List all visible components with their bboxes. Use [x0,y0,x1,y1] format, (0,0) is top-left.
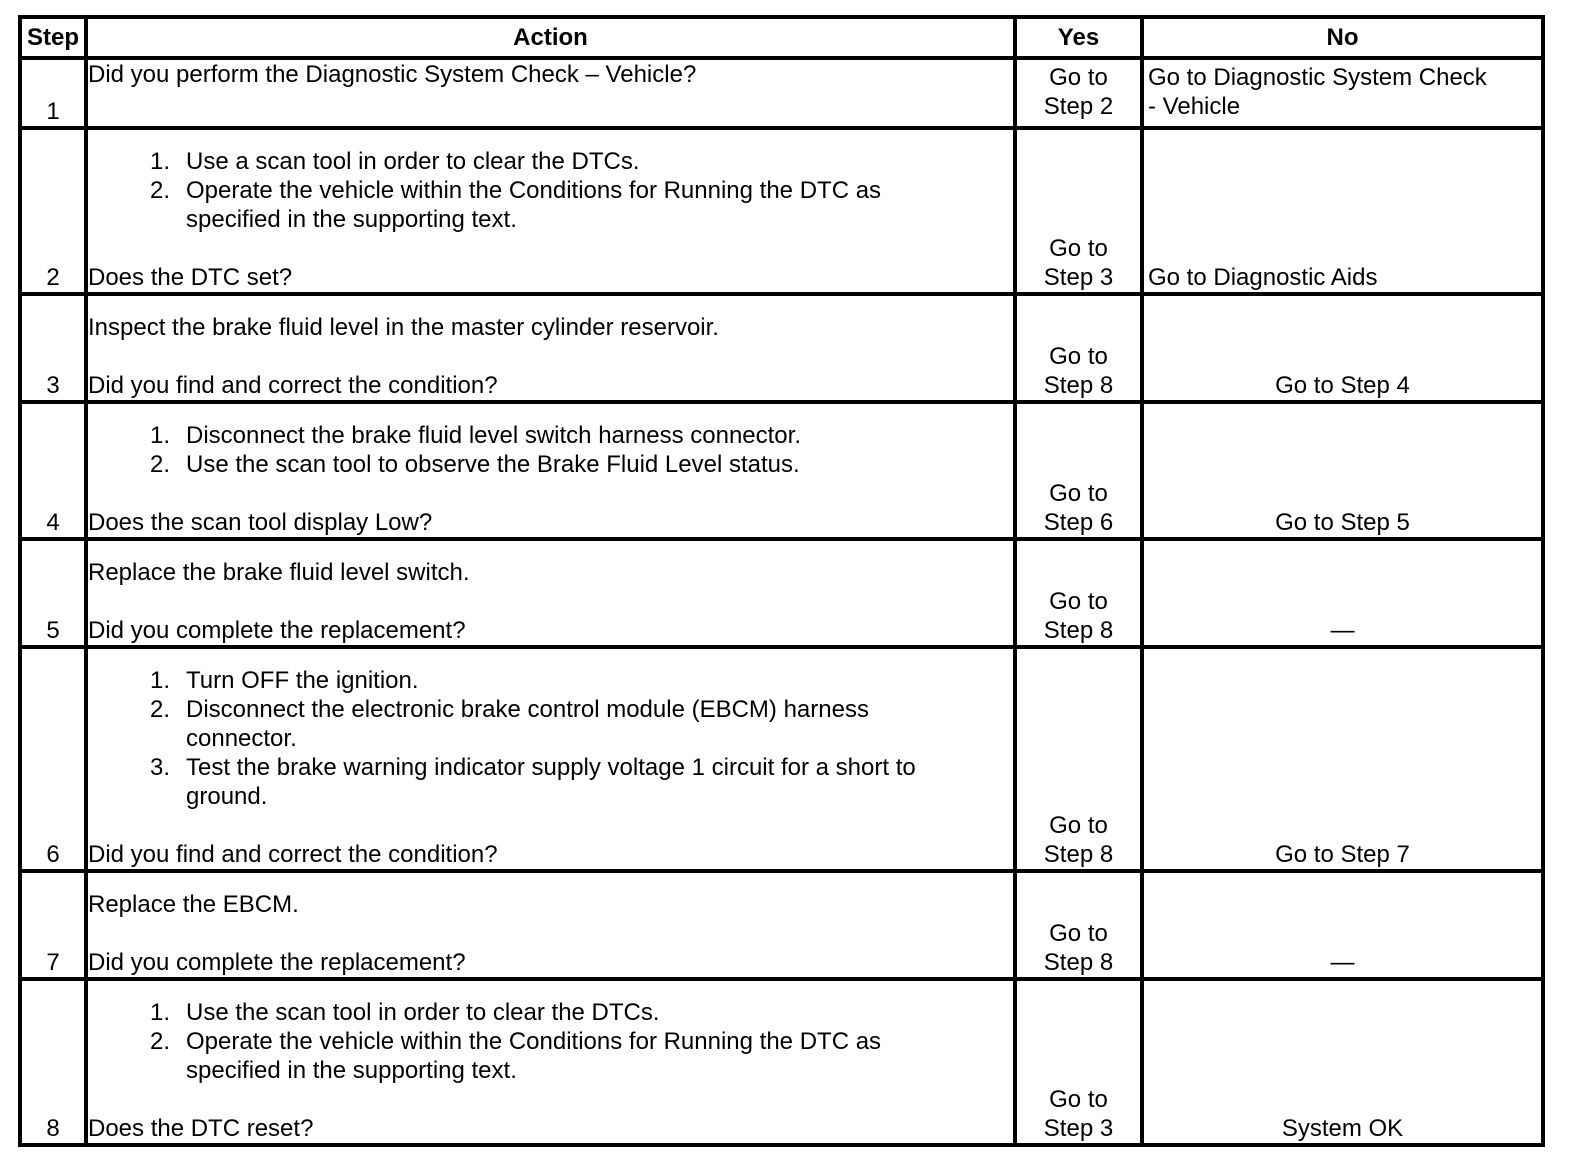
question-text: Did you find and correct the condition? [88,372,498,399]
list-number: 1. [150,999,171,1026]
table-row [20,539,1543,647]
list-item [88,450,1013,479]
step-number: 2 [20,128,86,294]
no-cell: — [1142,539,1543,647]
header-action: Action [86,17,1015,58]
yes-step: Step 8 [1043,372,1114,399]
action-cell [86,58,1015,128]
action-text: Replace the brake fluid level switch. [88,559,470,586]
list-number: 2. [150,1028,171,1055]
question-text: Did you complete the replacement? [88,949,466,976]
list-text: Disconnect the electronic brake control module (EBCM) harness connector. [186,696,869,752]
list-text: Turn OFF the ignition. [186,667,419,694]
list-number: 2. [150,451,171,478]
list-item [88,753,1013,811]
action-cell [86,539,1015,647]
list-number: 2. [150,177,171,204]
yes-cell [1015,647,1142,871]
list-text: Use the scan tool in order to clear the DTCs. [186,999,660,1026]
yes-go-to: Go to [1049,343,1108,370]
list-text: Operate the vehicle within the Conditions for Running the DTC as specified in the supporting text. [186,1028,882,1084]
list-number: 1. [150,422,171,449]
table-row [20,402,1543,539]
yes-step: Step 6 [1043,509,1114,536]
no-cell [1142,58,1543,128]
action-text: Did you perform the Diagnostic System Check – Vehicle? [88,61,697,88]
header-no: No [1142,17,1543,58]
list-item [88,176,1013,234]
step-number: 7 [20,871,86,979]
list-text: Operate the vehicle within the Conditions for Running the DTC as specified in the supporting text. [186,177,882,233]
header-step: Step [20,17,86,58]
header-yes: Yes [1015,17,1142,58]
yes-cell [1015,979,1142,1145]
list-item [88,666,1013,695]
yes-step: Step 8 [1043,841,1114,868]
procedure-list [88,147,1013,234]
yes-step: Step 3 [1043,264,1114,291]
no-cell: Go to Step 4 [1142,294,1543,402]
yes-cell [1015,58,1142,128]
question-text: Does the DTC set? [88,264,293,291]
yes-step: Step 3 [1043,1115,1114,1142]
action-cell [86,647,1015,871]
diagnostic-table [18,15,1545,1147]
step-number: 6 [20,647,86,871]
yes-cell [1015,294,1142,402]
question-text: Does the DTC reset? [88,1115,314,1142]
step-number: 3 [20,294,86,402]
list-item [88,147,1013,176]
yes-cell [1015,128,1142,294]
yes-go-to: Go to [1049,235,1108,262]
list-text: Use a scan tool in order to clear the DTCs. [186,148,640,175]
yes-cell [1015,402,1142,539]
yes-go-to: Go to [1049,1086,1108,1113]
yes-go-to: Go to [1049,920,1108,947]
header-row [20,17,1543,58]
yes-cell [1015,539,1142,647]
yes-go-to: Go to [1049,812,1108,839]
no-cell: — [1142,871,1543,979]
action-text: Inspect the brake fluid level in the master cylinder reservoir. [88,314,719,341]
procedure-list [88,998,1013,1085]
action-cell [86,979,1015,1145]
action-cell [86,128,1015,294]
no-cell: System OK [1142,979,1543,1145]
table-row [20,871,1543,979]
list-text: Use the scan tool to observe the Brake Fluid Level status. [186,451,800,478]
step-number: 8 [20,979,86,1145]
table-row [20,128,1543,294]
no-cell: Go to Diagnostic Aids [1142,128,1543,294]
yes-cell [1015,871,1142,979]
yes-step: Step 2 [1043,93,1114,120]
yes-go-to: Go to [1049,480,1108,507]
step-number: 5 [20,539,86,647]
table-row [20,58,1543,128]
action-cell [86,871,1015,979]
question-text: Does the scan tool display Low? [88,509,433,536]
table-row [20,294,1543,402]
no-text-line1: Go to Diagnostic System Check [1148,64,1487,91]
list-item [88,695,1013,753]
yes-go-to: Go to [1049,64,1108,91]
no-text-line2: - Vehicle [1148,93,1241,120]
question-text: Did you find and correct the condition? [88,841,498,868]
table-row [20,647,1543,871]
list-number: 2. [150,696,171,723]
yes-go-to: Go to [1049,588,1108,615]
list-text: Test the brake warning indicator supply voltage 1 circuit for a short to ground. [186,754,916,810]
list-item [88,1027,1013,1085]
action-cell [86,402,1015,539]
no-cell: Go to Step 5 [1142,402,1543,539]
list-number: 1. [150,667,171,694]
question-text: Did you complete the replacement? [88,617,466,644]
list-number: 1. [150,148,171,175]
list-number: 3. [150,754,171,781]
procedure-list [88,666,1013,811]
list-item [88,998,1013,1027]
action-cell [86,294,1015,402]
procedure-list [88,421,1013,479]
list-text: Disconnect the brake fluid level switch harness connector. [186,422,801,449]
action-text: Replace the EBCM. [88,891,299,918]
step-number: 1 [20,58,86,128]
no-cell: Go to Step 7 [1142,647,1543,871]
step-number: 4 [20,402,86,539]
yes-step: Step 8 [1043,617,1114,644]
table-row [20,979,1543,1145]
list-item [88,421,1013,450]
yes-step: Step 8 [1043,949,1114,976]
